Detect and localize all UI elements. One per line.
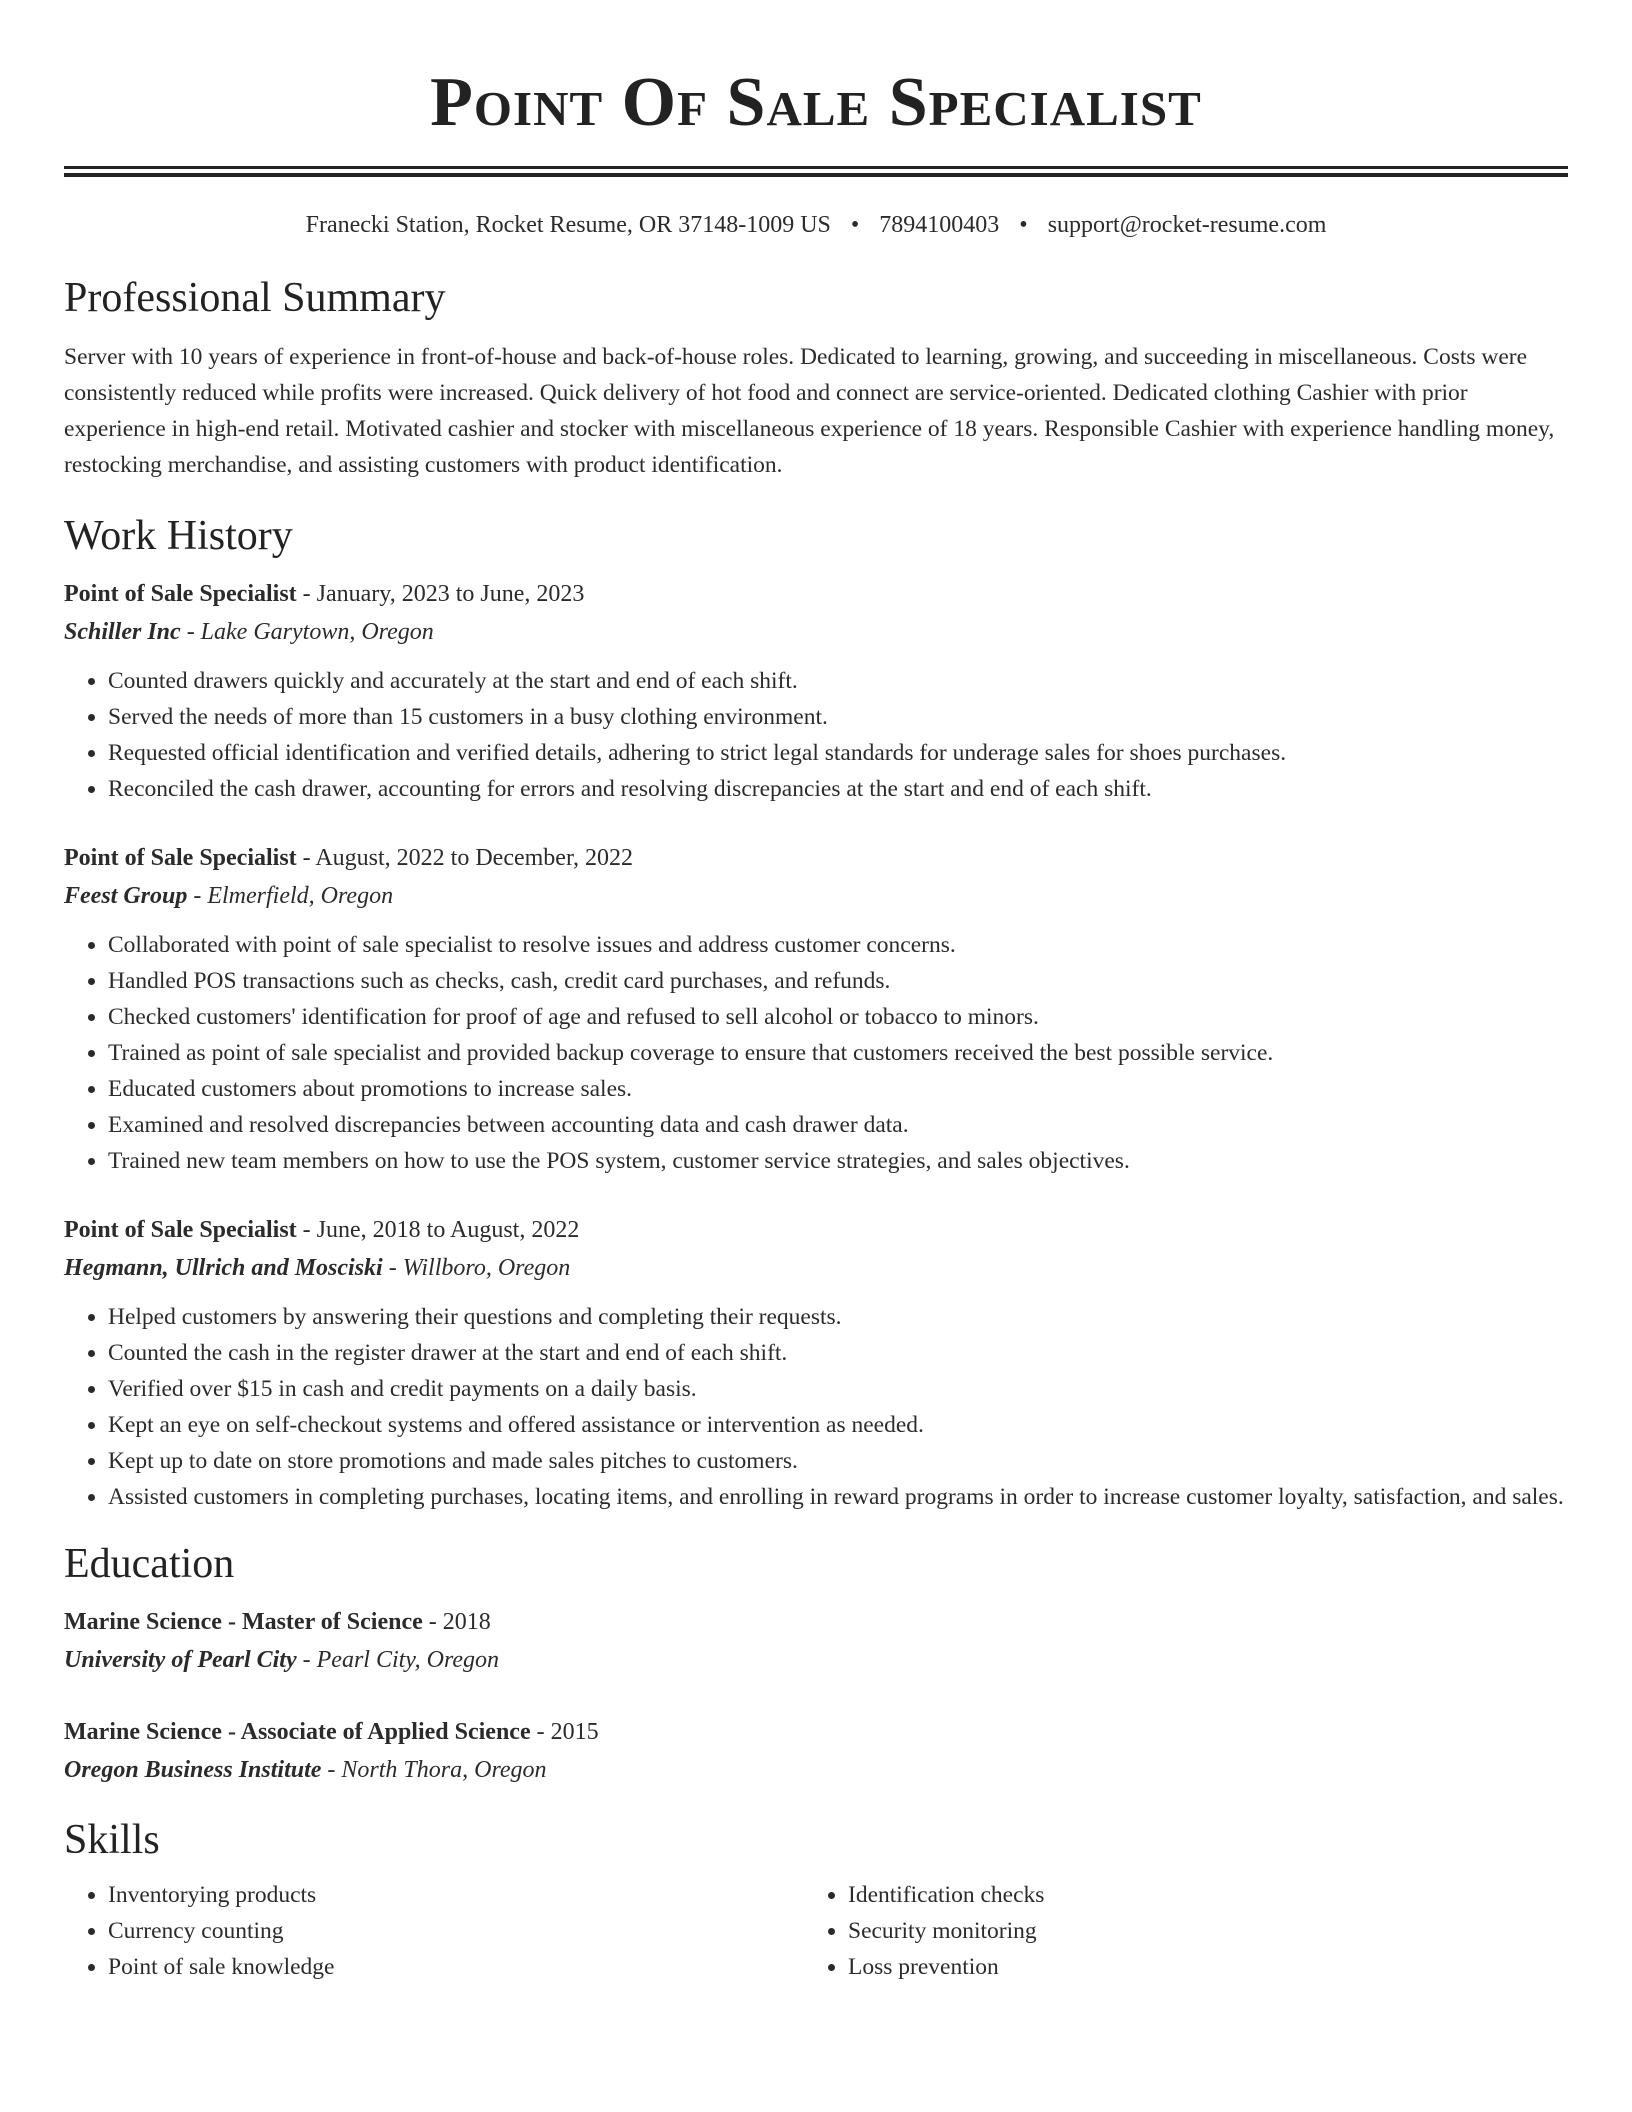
job-dates: - June, 2018 to August, 2022 [296, 1217, 580, 1243]
contact-phone: 7894100403 [879, 212, 1000, 238]
summary-text: Server with 10 years of experience in front-of-house and back-of-house roles. Dedicated to learning, growing, and succeeding in miscellaneous. Costs were consistently reduced while profits were increased. Quick delivery of hot food and connect are service-oriented. Dedicated clothing Cashier with prior experience in high-end retail. Motivated cashier and stocker with miscellaneous experience of 18 years. Responsible Cashier with experience handling money, restocking merchandise, and assisting customers with product identification. [64, 344, 1555, 478]
degree-line [64, 1713, 1568, 1751]
list-item: • Trained new team members on how to use the POS system, customer service strategies, and sales objectives. [108, 1143, 1568, 1179]
employer-location: - Lake Garytown, Oregon [180, 619, 434, 645]
job-bullets [64, 1299, 1568, 1515]
school-location: - North Thora, Oregon [321, 1757, 547, 1783]
list-item: • Loss prevention [848, 1949, 1544, 1985]
school-line [64, 1751, 1568, 1789]
job-role: Point of Sale Specialist [64, 845, 297, 871]
list-item: • Examined and resolved discrepancies between accounting data and cash drawer data. [108, 1107, 1568, 1143]
degree-year: - 2015 [530, 1719, 599, 1745]
education-entry [64, 1603, 1568, 1679]
list-item: • Collaborated with point of sale specialist to resolve issues and address customer concerns. [108, 927, 1568, 963]
job-bullets [64, 663, 1568, 807]
list-item: • Inventorying products [108, 1877, 804, 1913]
job-dates: - August, 2022 to December, 2022 [296, 845, 633, 871]
employer-name: Feest Group [64, 883, 188, 909]
degree-name: Marine Science - Associate of Applied Science [64, 1719, 531, 1745]
school-name: Oregon Business Institute [64, 1757, 322, 1783]
employer-line [64, 877, 1568, 915]
contact-separator: • [1019, 212, 1028, 238]
list-item: • Requested official identification and verified details, adhering to strict legal standards for underage sales for shoes purchases. [108, 735, 1568, 771]
list-item: • Counted drawers quickly and accurately at the start and end of each shift. [108, 663, 1568, 699]
job-entry [64, 575, 1568, 807]
job-title-line [64, 575, 1568, 613]
list-item: • Kept an eye on self-checkout systems and offered assistance or intervention as needed. [108, 1407, 1568, 1443]
list-item: • Verified over $15 in cash and credit payments on a daily basis. [108, 1371, 1568, 1407]
list-item: • Checked customers' identification for proof of age and refused to sell alcohol or tobacco to minors. [108, 999, 1568, 1035]
list-item: • Point of sale knowledge [108, 1949, 804, 1985]
list-item: • Reconciled the cash drawer, accounting for errors and resolving discrepancies at the start and end of each shift. [108, 771, 1568, 807]
list-item: • Counted the cash in the register drawer at the start and end of each shift. [108, 1335, 1568, 1371]
education-heading: Education [64, 1541, 235, 1587]
list-item: • Educated customers about promotions to increase sales. [108, 1071, 1568, 1107]
degree-year: - 2018 [422, 1609, 491, 1635]
list-item: • Trained as point of sale specialist and provided backup coverage to ensure that customers received the best possible service. [108, 1035, 1568, 1071]
list-item: • Kept up to date on store promotions and made sales pitches to customers. [108, 1443, 1568, 1479]
skills-heading: Skills [64, 1817, 160, 1863]
contact-address: Franecki Station, Rocket Resume, OR 37148-1009 US [305, 212, 831, 238]
header-divider [64, 166, 1568, 177]
school-line [64, 1641, 1568, 1679]
employer-name: Schiller Inc [64, 619, 181, 645]
job-entry [64, 1211, 1568, 1515]
job-title-line [64, 1211, 1568, 1249]
employer-location: - Elmerfield, Oregon [187, 883, 394, 909]
skills-list-right [804, 1877, 1544, 1985]
employer-line [64, 613, 1568, 651]
employer-line [64, 1249, 1568, 1287]
job-bullets [64, 927, 1568, 1179]
list-item: • Currency counting [108, 1913, 804, 1949]
employer-location: - Willboro, Oregon [382, 1255, 571, 1281]
education-entry [64, 1713, 1568, 1789]
job-entry [64, 839, 1568, 1179]
resume-name: Point Of Sale Specialist [430, 64, 1202, 141]
school-name: University of Pearl City [64, 1647, 297, 1673]
degree-name: Marine Science - Master of Science [64, 1609, 423, 1635]
job-role: Point of Sale Specialist [64, 1217, 297, 1243]
list-item: • Served the needs of more than 15 customers in a busy clothing environment. [108, 699, 1568, 735]
contact-separator: • [850, 212, 860, 238]
school-location: - Pearl City, Oregon [296, 1647, 500, 1673]
list-item: • Handled POS transactions such as checks, cash, credit card purchases, and refunds. [108, 963, 1568, 999]
job-dates: - January, 2023 to June, 2023 [296, 581, 585, 607]
skills-columns [64, 1877, 1568, 1985]
employer-name: Hegmann, Ullrich and Mosciski [64, 1255, 383, 1281]
list-item: • Identification checks [848, 1877, 1544, 1913]
skills-list-left [64, 1877, 804, 1985]
degree-line [64, 1603, 1568, 1641]
summary-heading: Professional Summary [64, 275, 446, 321]
contact-line [64, 209, 1568, 241]
list-item: • Helped customers by answering their questions and completing their requests. [108, 1299, 1568, 1335]
job-title-line [64, 839, 1568, 877]
contact-email: support@rocket-resume.com [1047, 212, 1327, 238]
job-role: Point of Sale Specialist [64, 581, 297, 607]
work-history-heading: Work History [64, 513, 293, 559]
list-item: • Security monitoring [848, 1913, 1544, 1949]
list-item: • Assisted customers in completing purchases, locating items, and enrolling in reward programs in order to increase customer loyalty, satisfaction, and sales. [108, 1479, 1568, 1515]
